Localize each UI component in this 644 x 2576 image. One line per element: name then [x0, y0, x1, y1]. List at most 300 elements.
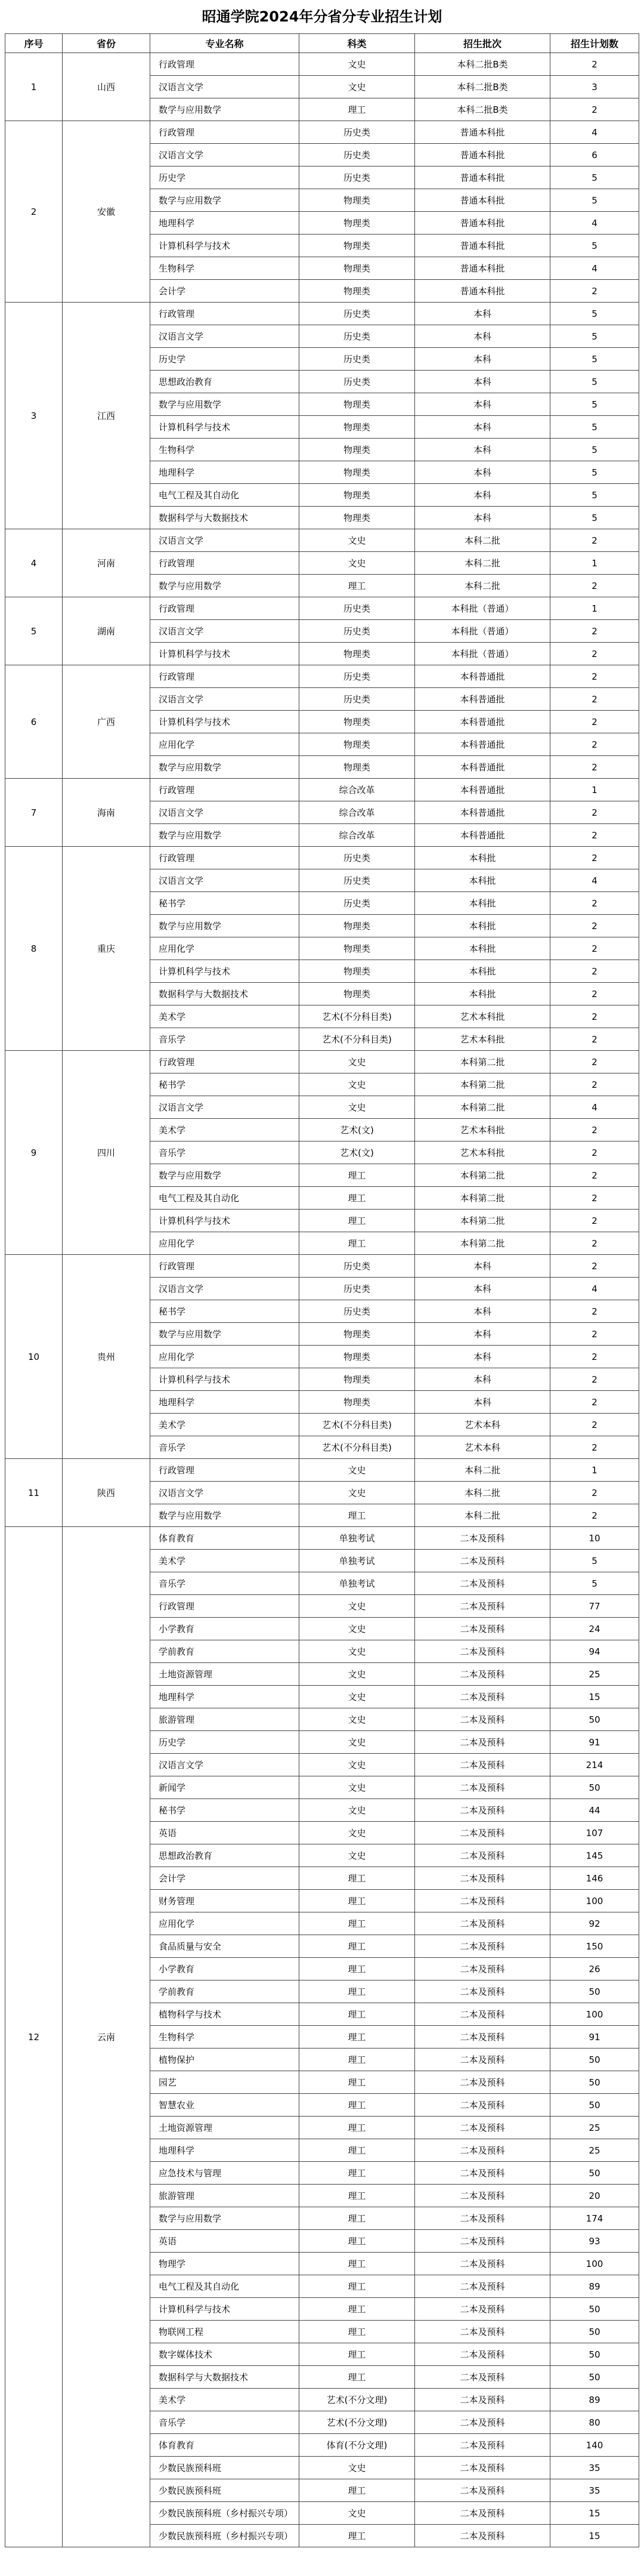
batch-cell: 本科批（普通）	[415, 597, 550, 620]
count-cell: 15	[550, 2502, 639, 2525]
major-cell: 音乐学	[150, 1142, 299, 1164]
major-cell: 计算机科学与技术	[150, 1210, 299, 1232]
batch-cell: 本科普通批	[415, 733, 550, 756]
count-cell: 2	[550, 688, 639, 711]
count-cell: 2	[550, 1436, 639, 1459]
count-cell: 100	[550, 2253, 639, 2275]
subject-cell: 文史	[299, 53, 415, 76]
province-cell: 海南	[63, 779, 150, 847]
major-cell: 数学与应用数学	[150, 98, 299, 121]
batch-cell: 二本及预科	[415, 2411, 550, 2434]
count-cell: 5	[550, 303, 639, 325]
subject-cell: 文史	[299, 1776, 415, 1799]
subject-cell: 理工	[299, 2117, 415, 2139]
count-cell: 24	[550, 1618, 639, 1640]
batch-cell: 本科	[415, 393, 550, 416]
count-cell: 2	[550, 1164, 639, 1187]
table-row	[5, 847, 639, 869]
batch-cell: 艺术本科批	[415, 1005, 550, 1028]
major-cell: 秘书学	[150, 1073, 299, 1096]
count-cell: 2	[550, 915, 639, 937]
batch-cell: 本科批	[415, 937, 550, 960]
major-cell: 旅游管理	[150, 1708, 299, 1731]
count-cell: 2	[550, 1346, 639, 1368]
count-cell: 2	[550, 1482, 639, 1504]
major-cell: 行政管理	[150, 779, 299, 801]
batch-cell: 二本及预科	[415, 2253, 550, 2275]
subject-cell: 物理类	[299, 484, 415, 507]
major-cell: 会计学	[150, 1867, 299, 1890]
major-cell: 汉语言文学	[150, 1754, 299, 1776]
batch-cell: 本科普通批	[415, 779, 550, 801]
batch-cell: 二本及预科	[415, 1980, 550, 2003]
major-cell: 汉语言文学	[150, 1482, 299, 1504]
subject-cell: 历史类	[299, 325, 415, 348]
batch-cell: 普通本科批	[415, 280, 550, 303]
count-cell: 2	[550, 1414, 639, 1436]
batch-cell: 二本及预科	[415, 2298, 550, 2321]
count-cell: 2	[550, 529, 639, 552]
batch-cell: 本科普通批	[415, 711, 550, 733]
subject-cell: 文史	[299, 76, 415, 98]
count-cell: 50	[550, 2298, 639, 2321]
major-cell: 思想政治教育	[150, 371, 299, 393]
major-cell: 美术学	[150, 1550, 299, 1572]
seq-cell: 2	[5, 121, 63, 303]
major-cell: 美术学	[150, 1005, 299, 1028]
count-cell: 1	[550, 552, 639, 575]
major-cell: 地理科学	[150, 1686, 299, 1708]
subject-cell: 历史类	[299, 597, 415, 620]
count-cell: 94	[550, 1640, 639, 1663]
count-cell: 15	[550, 1686, 639, 1708]
batch-cell: 本科	[415, 1368, 550, 1391]
seq-cell: 8	[5, 847, 63, 1051]
batch-cell: 二本及预科	[415, 2389, 550, 2411]
major-cell: 数学与应用数学	[150, 2207, 299, 2230]
batch-cell: 本科	[415, 439, 550, 461]
table-row	[5, 303, 639, 325]
count-cell: 145	[550, 1844, 639, 1867]
batch-cell: 本科批	[415, 960, 550, 983]
major-cell: 少数民族预科班	[150, 2457, 299, 2479]
subject-cell: 艺术(不分科目类)	[299, 1436, 415, 1459]
count-cell: 2	[550, 98, 639, 121]
batch-cell: 本科	[415, 325, 550, 348]
batch-cell: 本科二批	[415, 575, 550, 597]
subject-cell: 艺术(不分科目类)	[299, 1028, 415, 1051]
major-cell: 英语	[150, 2230, 299, 2253]
count-cell: 174	[550, 2207, 639, 2230]
major-cell: 小学教育	[150, 1618, 299, 1640]
province-cell: 江西	[63, 303, 150, 529]
major-cell: 秘书学	[150, 1799, 299, 1822]
subject-cell: 历史类	[299, 665, 415, 688]
batch-cell: 二本及预科	[415, 1844, 550, 1867]
major-cell: 学前教育	[150, 1640, 299, 1663]
subject-cell: 历史类	[299, 371, 415, 393]
count-cell: 77	[550, 1595, 639, 1618]
subject-cell: 物理类	[299, 280, 415, 303]
subject-cell: 历史类	[299, 620, 415, 643]
subject-cell: 物理类	[299, 439, 415, 461]
count-cell: 50	[550, 1980, 639, 2003]
header-count: 招生计划数	[550, 34, 639, 53]
major-cell: 少数民族预科班（乡村振兴专项）	[150, 2525, 299, 2547]
batch-cell: 二本及预科	[415, 1686, 550, 1708]
count-cell: 2	[550, 733, 639, 756]
count-cell: 50	[550, 2366, 639, 2389]
subject-cell: 单独考试	[299, 1550, 415, 1572]
batch-cell: 二本及预科	[415, 1527, 550, 1550]
major-cell: 汉语言文学	[150, 801, 299, 824]
count-cell: 5	[550, 484, 639, 507]
subject-cell: 理工	[299, 2003, 415, 2026]
batch-cell: 二本及预科	[415, 2525, 550, 2547]
batch-cell: 本科第二批	[415, 1232, 550, 1255]
subject-cell: 物理类	[299, 212, 415, 235]
major-cell: 电气工程及其自动化	[150, 2275, 299, 2298]
major-cell: 园艺	[150, 2071, 299, 2094]
subject-cell: 理工	[299, 1210, 415, 1232]
subject-cell: 文史	[299, 1618, 415, 1640]
major-cell: 智慧农业	[150, 2094, 299, 2117]
subject-cell: 历史类	[299, 121, 415, 144]
major-cell: 行政管理	[150, 597, 299, 620]
major-cell: 历史学	[150, 166, 299, 189]
batch-cell: 本科	[415, 1346, 550, 1368]
subject-cell: 理工	[299, 2094, 415, 2117]
count-cell: 2	[550, 280, 639, 303]
subject-cell: 物理类	[299, 393, 415, 416]
major-cell: 思想政治教育	[150, 1844, 299, 1867]
count-cell: 50	[550, 2094, 639, 2117]
header-seq: 序号	[5, 34, 63, 53]
subject-cell: 文史	[299, 1708, 415, 1731]
count-cell: 2	[550, 575, 639, 597]
major-cell: 行政管理	[150, 552, 299, 575]
major-cell: 数据科学与大数据技术	[150, 507, 299, 529]
subject-cell: 理工	[299, 2049, 415, 2071]
count-cell: 140	[550, 2434, 639, 2457]
subject-cell: 艺术(不分文理)	[299, 2389, 415, 2411]
major-cell: 汉语言文学	[150, 76, 299, 98]
batch-cell: 本科第二批	[415, 1187, 550, 1210]
count-cell: 4	[550, 1278, 639, 1300]
province-cell: 陕西	[63, 1459, 150, 1527]
count-cell: 4	[550, 1096, 639, 1119]
batch-cell: 普通本科批	[415, 257, 550, 280]
major-cell: 数学与应用数学	[150, 915, 299, 937]
subject-cell: 历史类	[299, 847, 415, 869]
count-cell: 6	[550, 144, 639, 166]
major-cell: 数学与应用数学	[150, 1164, 299, 1187]
major-cell: 计算机科学与技术	[150, 416, 299, 439]
subject-cell: 理工	[299, 2071, 415, 2094]
subject-cell: 物理类	[299, 915, 415, 937]
major-cell: 数学与应用数学	[150, 189, 299, 212]
count-cell: 5	[550, 235, 639, 257]
count-cell: 25	[550, 2139, 639, 2162]
major-cell: 应用化学	[150, 1912, 299, 1935]
batch-cell: 二本及预科	[415, 1572, 550, 1595]
subject-cell: 历史类	[299, 1255, 415, 1278]
count-cell: 5	[550, 393, 639, 416]
batch-cell: 本科	[415, 484, 550, 507]
batch-cell: 二本及预科	[415, 1935, 550, 1958]
major-cell: 少数民族预科班（乡村振兴专项）	[150, 2502, 299, 2525]
subject-cell: 理工	[299, 2230, 415, 2253]
batch-cell: 艺术本科	[415, 1436, 550, 1459]
batch-cell: 普通本科批	[415, 144, 550, 166]
major-cell: 秘书学	[150, 1300, 299, 1323]
count-cell: 4	[550, 869, 639, 892]
subject-cell: 理工	[299, 98, 415, 121]
header-subject: 科类	[299, 34, 415, 53]
table-row	[5, 121, 639, 144]
major-cell: 地理科学	[150, 461, 299, 484]
subject-cell: 文史	[299, 1051, 415, 1073]
count-cell: 2	[550, 1368, 639, 1391]
subject-cell: 理工	[299, 1504, 415, 1527]
major-cell: 数学与应用数学	[150, 1504, 299, 1527]
major-cell: 数学与应用数学	[150, 393, 299, 416]
major-cell: 秘书学	[150, 892, 299, 915]
subject-cell: 物理类	[299, 507, 415, 529]
count-cell: 2	[550, 1323, 639, 1346]
count-cell: 2	[550, 620, 639, 643]
major-cell: 美术学	[150, 1119, 299, 1142]
major-cell: 计算机科学与技术	[150, 711, 299, 733]
batch-cell: 本科批	[415, 983, 550, 1005]
count-cell: 89	[550, 2275, 639, 2298]
subject-cell: 物理类	[299, 937, 415, 960]
major-cell: 电气工程及其自动化	[150, 484, 299, 507]
major-cell: 计算机科学与技术	[150, 235, 299, 257]
batch-cell: 二本及预科	[415, 2366, 550, 2389]
batch-cell: 普通本科批	[415, 212, 550, 235]
batch-cell: 本科普通批	[415, 824, 550, 847]
seq-cell: 11	[5, 1459, 63, 1527]
major-cell: 植物科学与技术	[150, 2003, 299, 2026]
batch-cell: 二本及预科	[415, 1754, 550, 1776]
count-cell: 4	[550, 212, 639, 235]
batch-cell: 本科批（普通）	[415, 643, 550, 665]
subject-cell: 物理类	[299, 960, 415, 983]
batch-cell: 普通本科批	[415, 189, 550, 212]
batch-cell: 二本及预科	[415, 1958, 550, 1980]
table-row	[5, 1527, 639, 1550]
subject-cell: 文史	[299, 1754, 415, 1776]
batch-cell: 本科二批B类	[415, 98, 550, 121]
major-cell: 数学与应用数学	[150, 824, 299, 847]
subject-cell: 理工	[299, 1935, 415, 1958]
count-cell: 2	[550, 801, 639, 824]
province-cell: 四川	[63, 1051, 150, 1255]
subject-cell: 文史	[299, 1640, 415, 1663]
province-cell: 贵州	[63, 1255, 150, 1459]
count-cell: 35	[550, 2479, 639, 2502]
batch-cell: 本科第二批	[415, 1164, 550, 1187]
subject-cell: 理工	[299, 575, 415, 597]
table-row	[5, 779, 639, 801]
subject-cell: 理工	[299, 2321, 415, 2343]
major-cell: 计算机科学与技术	[150, 2298, 299, 2321]
subject-cell: 历史类	[299, 144, 415, 166]
count-cell: 2	[550, 1073, 639, 1096]
batch-cell: 二本及预科	[415, 1822, 550, 1844]
major-cell: 生物科学	[150, 257, 299, 280]
batch-cell: 本科二批	[415, 1504, 550, 1527]
batch-cell: 本科	[415, 1278, 550, 1300]
batch-cell: 二本及预科	[415, 1912, 550, 1935]
subject-cell: 理工	[299, 1958, 415, 1980]
table-row	[5, 665, 639, 688]
count-cell: 2	[550, 1005, 639, 1028]
batch-cell: 艺术本科批	[415, 1142, 550, 1164]
major-cell: 汉语言文学	[150, 1278, 299, 1300]
count-cell: 5	[550, 416, 639, 439]
subject-cell: 理工	[299, 2343, 415, 2366]
batch-cell: 二本及预科	[415, 1776, 550, 1799]
count-cell: 25	[550, 2117, 639, 2139]
count-cell: 2	[550, 983, 639, 1005]
table-row	[5, 53, 639, 76]
subject-cell: 物理类	[299, 461, 415, 484]
batch-cell: 二本及预科	[415, 1731, 550, 1754]
batch-cell: 本科第二批	[415, 1210, 550, 1232]
subject-cell: 体育(不分文理)	[299, 2434, 415, 2457]
subject-cell: 历史类	[299, 166, 415, 189]
batch-cell: 二本及预科	[415, 2434, 550, 2457]
batch-cell: 本科二批B类	[415, 53, 550, 76]
batch-cell: 二本及预科	[415, 2230, 550, 2253]
subject-cell: 文史	[299, 1799, 415, 1822]
subject-cell: 物理类	[299, 416, 415, 439]
subject-cell: 文史	[299, 1096, 415, 1119]
count-cell: 2	[550, 1142, 639, 1164]
subject-cell: 历史类	[299, 688, 415, 711]
batch-cell: 本科	[415, 416, 550, 439]
major-cell: 行政管理	[150, 1255, 299, 1278]
major-cell: 行政管理	[150, 1459, 299, 1482]
subject-cell: 理工	[299, 1867, 415, 1890]
major-cell: 计算机科学与技术	[150, 1368, 299, 1391]
major-cell: 应用化学	[150, 937, 299, 960]
count-cell: 5	[550, 348, 639, 371]
batch-cell: 本科普通批	[415, 801, 550, 824]
batch-cell: 二本及预科	[415, 1640, 550, 1663]
count-cell: 2	[550, 847, 639, 869]
count-cell: 5	[550, 325, 639, 348]
subject-cell: 综合改革	[299, 801, 415, 824]
subject-cell: 理工	[299, 1232, 415, 1255]
subject-cell: 艺术(文)	[299, 1119, 415, 1142]
subject-cell: 理工	[299, 2162, 415, 2185]
batch-cell: 二本及预科	[415, 2026, 550, 2049]
province-cell: 云南	[63, 1527, 150, 2547]
major-cell: 历史学	[150, 1731, 299, 1754]
major-cell: 计算机科学与技术	[150, 960, 299, 983]
major-cell: 数学与应用数学	[150, 575, 299, 597]
count-cell: 150	[550, 1935, 639, 1958]
count-cell: 2	[550, 1028, 639, 1051]
count-cell: 2	[550, 960, 639, 983]
batch-cell: 艺术本科批	[415, 1028, 550, 1051]
count-cell: 2	[550, 643, 639, 665]
subject-cell: 理工	[299, 2185, 415, 2207]
major-cell: 小学教育	[150, 1958, 299, 1980]
count-cell: 80	[550, 2411, 639, 2434]
major-cell: 行政管理	[150, 53, 299, 76]
subject-cell: 理工	[299, 1912, 415, 1935]
batch-cell: 本科第二批	[415, 1051, 550, 1073]
count-cell: 1	[550, 597, 639, 620]
major-cell: 行政管理	[150, 1051, 299, 1073]
subject-cell: 物理类	[299, 257, 415, 280]
subject-cell: 物理类	[299, 983, 415, 1005]
major-cell: 食品质量与安全	[150, 1935, 299, 1958]
table-row	[5, 1459, 639, 1482]
major-cell: 汉语言文学	[150, 529, 299, 552]
count-cell: 100	[550, 1890, 639, 1912]
batch-cell: 本科	[415, 1323, 550, 1346]
seq-cell: 9	[5, 1051, 63, 1255]
major-cell: 应用化学	[150, 1346, 299, 1368]
count-cell: 4	[550, 121, 639, 144]
batch-cell: 二本及预科	[415, 2117, 550, 2139]
count-cell: 2	[550, 756, 639, 779]
major-cell: 汉语言文学	[150, 688, 299, 711]
count-cell: 50	[550, 1708, 639, 1731]
major-cell: 数字媒体技术	[150, 2343, 299, 2366]
subject-cell: 历史类	[299, 1278, 415, 1300]
count-cell: 2	[550, 1187, 639, 1210]
table-row	[5, 597, 639, 620]
table-header-row	[5, 34, 639, 53]
subject-cell: 物理类	[299, 643, 415, 665]
count-cell: 2	[550, 53, 639, 76]
seq-cell: 3	[5, 303, 63, 529]
major-cell: 学前教育	[150, 1980, 299, 2003]
major-cell: 应急技术与管理	[150, 2162, 299, 2185]
batch-cell: 普通本科批	[415, 166, 550, 189]
table-row	[5, 529, 639, 552]
subject-cell: 文史	[299, 552, 415, 575]
count-cell: 92	[550, 1912, 639, 1935]
major-cell: 地理科学	[150, 212, 299, 235]
batch-cell: 本科批（普通）	[415, 620, 550, 643]
count-cell: 50	[550, 2321, 639, 2343]
batch-cell: 本科二批	[415, 552, 550, 575]
province-cell: 重庆	[63, 847, 150, 1051]
count-cell: 214	[550, 1754, 639, 1776]
batch-cell: 二本及预科	[415, 2185, 550, 2207]
subject-cell: 物理类	[299, 1346, 415, 1368]
major-cell: 美术学	[150, 1414, 299, 1436]
batch-cell: 本科	[415, 461, 550, 484]
major-cell: 行政管理	[150, 665, 299, 688]
subject-cell: 文史	[299, 2457, 415, 2479]
count-cell: 20	[550, 2185, 639, 2207]
major-cell: 计算机科学与技术	[150, 643, 299, 665]
major-cell: 会计学	[150, 280, 299, 303]
subject-cell: 物理类	[299, 733, 415, 756]
subject-cell: 文史	[299, 1822, 415, 1844]
major-cell: 汉语言文学	[150, 1096, 299, 1119]
major-cell: 数据科学与大数据技术	[150, 983, 299, 1005]
major-cell: 地理科学	[150, 2139, 299, 2162]
